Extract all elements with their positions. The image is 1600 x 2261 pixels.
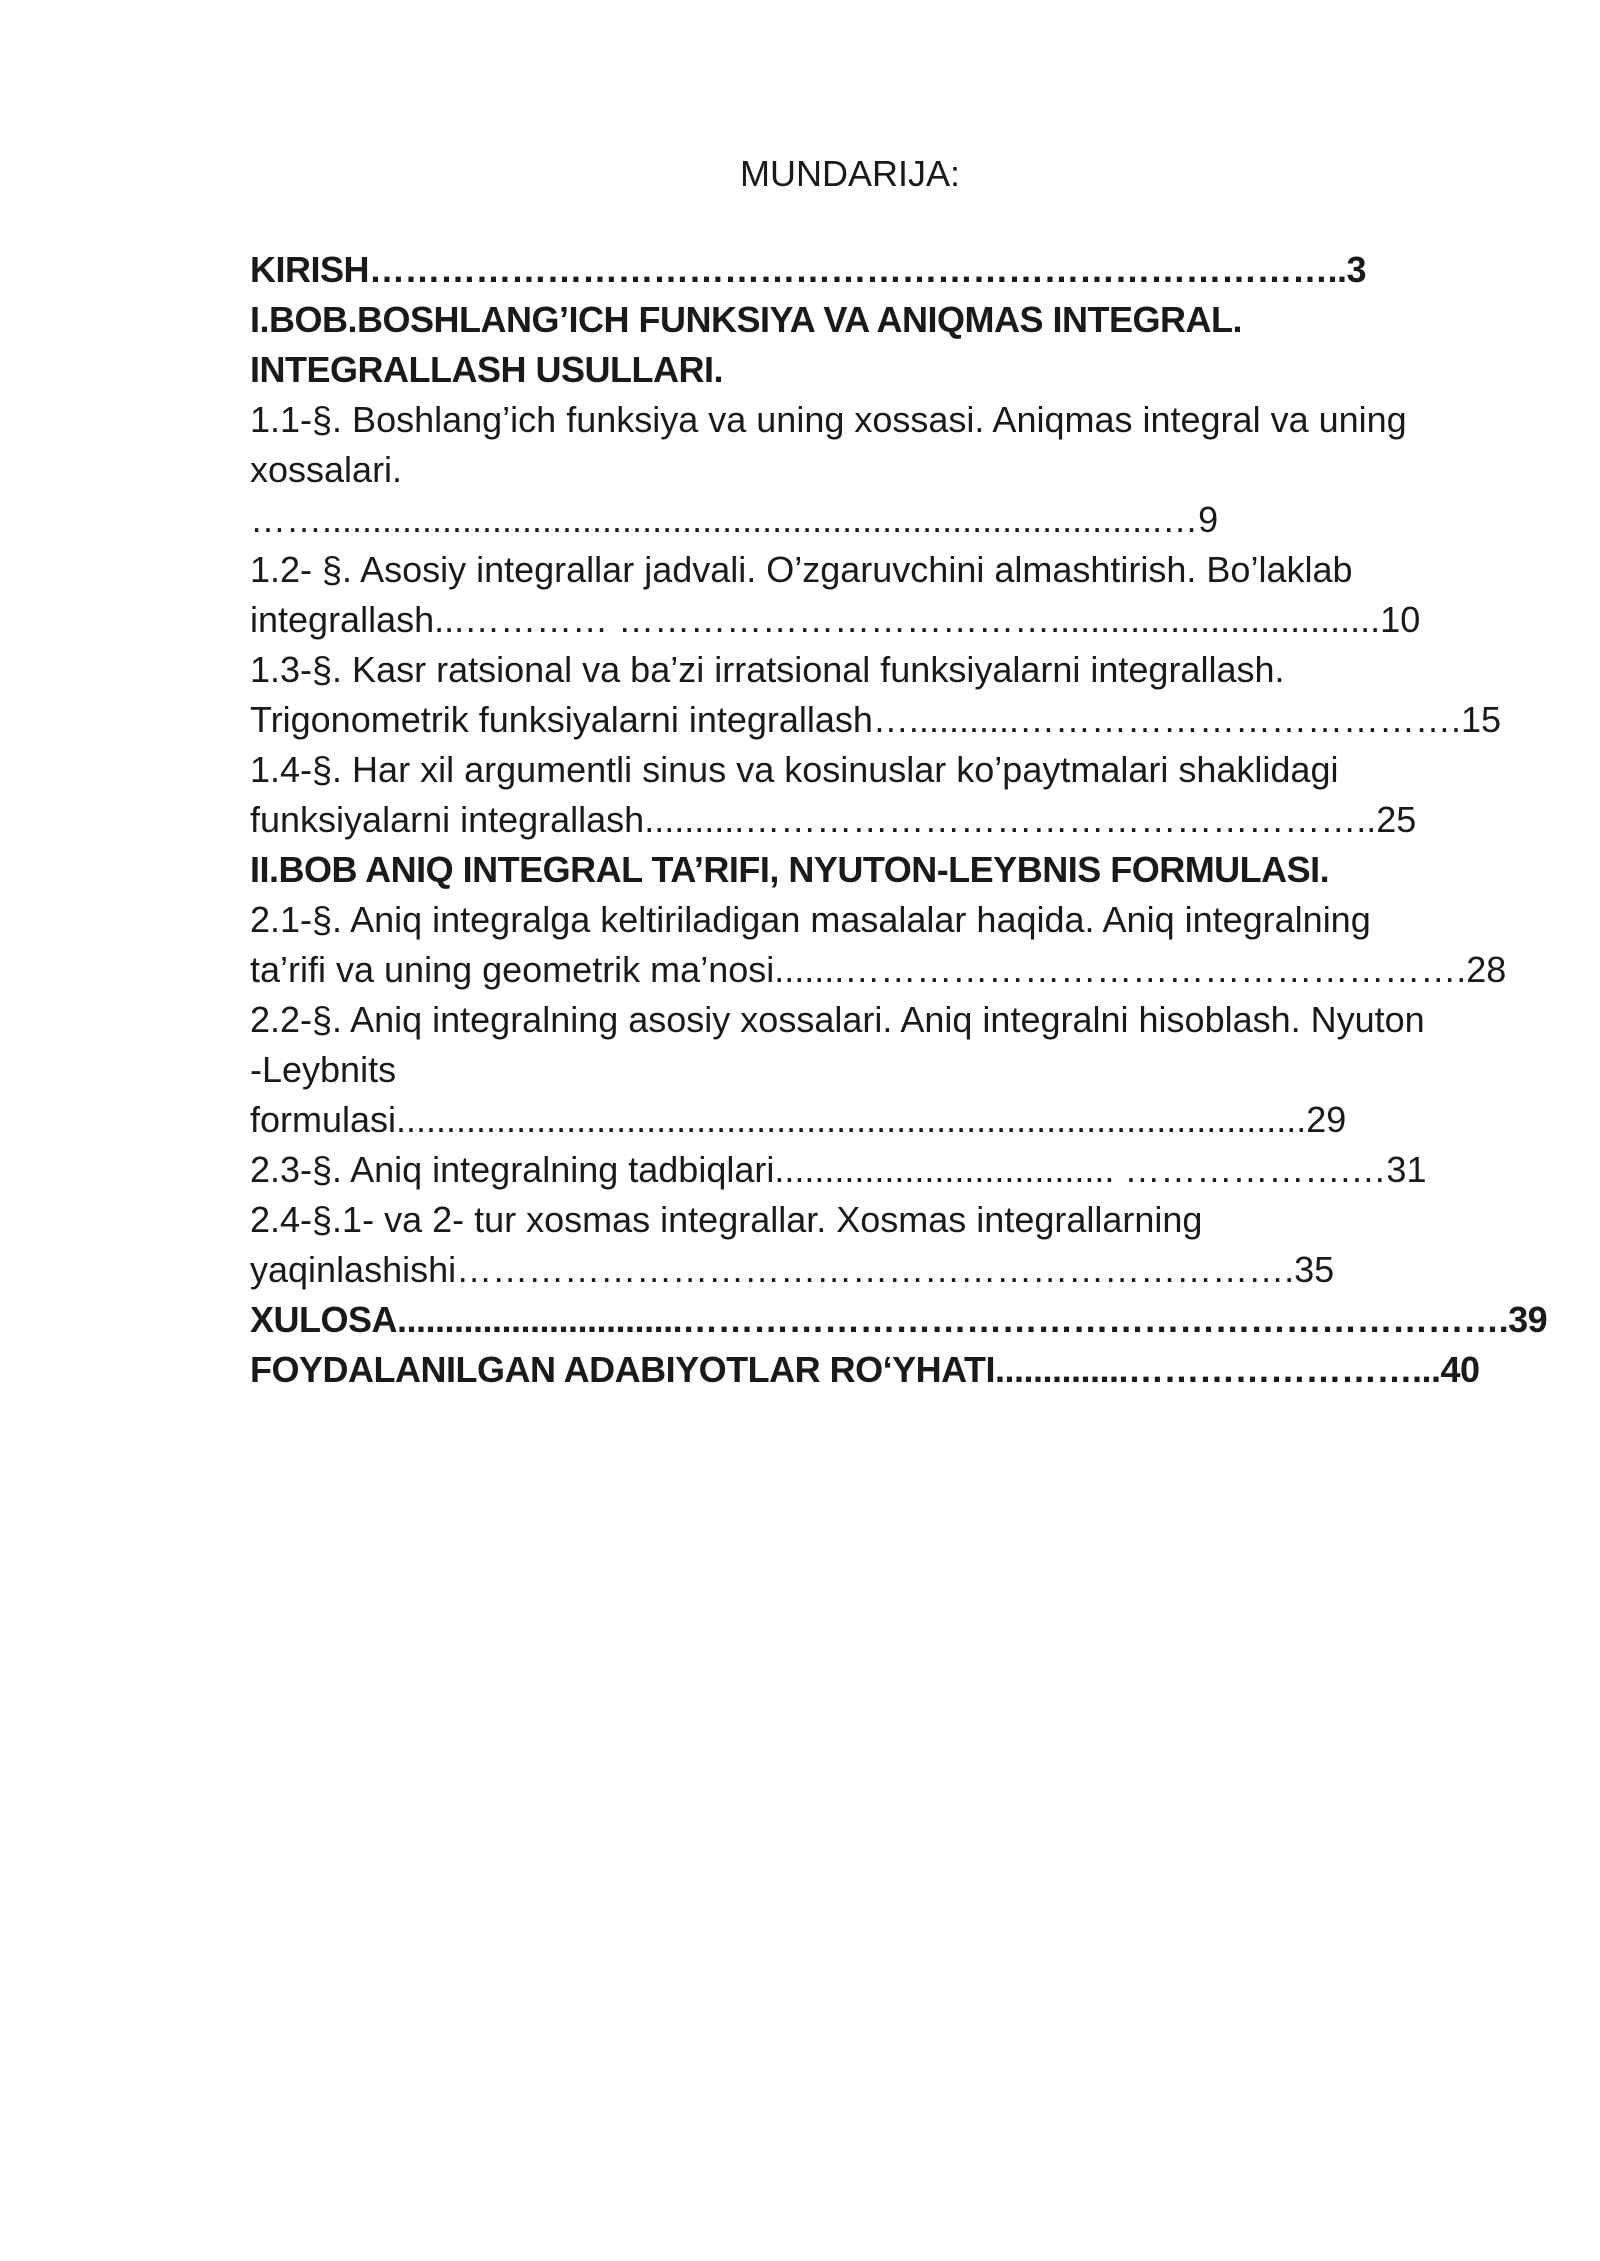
toc-entry-xulosa: XULOSA..............................…………………………………………………………….39 xyxy=(250,1299,1548,1340)
toc-section-2-1-cont: ta’rifi va uning geometrik ma’nosi.......…………………………………………….28 xyxy=(250,949,1507,990)
toc-section-2-4-cont: yaqinlashishi…………………………………………………………….35 xyxy=(250,1249,1335,1290)
toc-chapter-1-heading-cont: INTEGRALLASH USULLARI. xyxy=(250,349,723,390)
toc-section-2-3: 2.3-§. Aniq integralning tadbiqlari.................................. ……………….…31 xyxy=(250,1149,1427,1190)
toc-section-1-2: 1.2- §. Asosiy integrallar jadvali. O’zgaruvchini almashtirish. Bo’laklab xyxy=(250,549,1353,590)
toc-entry-kirish: KIRISH………………………………………………………………………..3 xyxy=(250,249,1367,290)
table-of-contents xyxy=(250,245,1548,1395)
toc-section-2-2: 2.2-§. Aniq integralning asosiy xossalari. Aniq integralni hisoblash. Nyuton xyxy=(250,999,1425,1040)
toc-section-2-2-cont: -Leybnits xyxy=(250,1049,397,1090)
toc-section-1-1: 1.1-§. Boshlang’ich funksiya va uning xossasi. Aniqmas integral va uning xyxy=(250,399,1407,440)
toc-entry-references: FOYDALANILGAN ADABIYOTLAR RO‘YHATI..............……………………...40 xyxy=(250,1349,1480,1390)
toc-section-2-2-page: formulasi...........................................................................................29 xyxy=(250,1099,1347,1140)
toc-chapter-1-heading: I.BOB.BOSHLANG’ICH FUNKSIYA VA ANIQMAS INTEGRAL. xyxy=(250,299,1243,340)
toc-section-1-4-cont: funksiyalarni integrallash..........……………………………………………..25 xyxy=(250,799,1417,840)
toc-section-1-2-cont: integrallash...………… ……………………………….................................10 xyxy=(250,599,1421,640)
toc-section-1-3-cont: Trigonometrik funksiyalarni integrallash…...........……………………………….15 xyxy=(250,699,1501,740)
toc-section-1-3: 1.3-§. Kasr ratsional va ba’zi irratsional funksiyalarni integrallash. xyxy=(250,649,1285,690)
toc-section-1-1-cont: xossalari. xyxy=(250,449,403,490)
toc-section-2-4: 2.4-§.1- va 2- tur xosmas integrallar. Xosmas integrallarning xyxy=(250,1199,1203,1240)
toc-section-1-1-page: ……....................................................................................…9 xyxy=(250,499,1219,540)
toc-section-2-1: 2.1-§. Aniq integralga keltiriladigan masalalar haqida. Aniq integralning xyxy=(250,899,1371,940)
toc-section-1-4: 1.4-§. Har xil argumentli sinus va kosinuslar ko’paytmalari shaklidagi xyxy=(250,749,1339,790)
toc-chapter-2-heading: II.BOB ANIQ INTEGRAL TA’RIFI, NYUTON-LEYBNIS FORMULASI. xyxy=(250,849,1330,890)
page-title: MUNDARIJA: xyxy=(739,153,960,194)
